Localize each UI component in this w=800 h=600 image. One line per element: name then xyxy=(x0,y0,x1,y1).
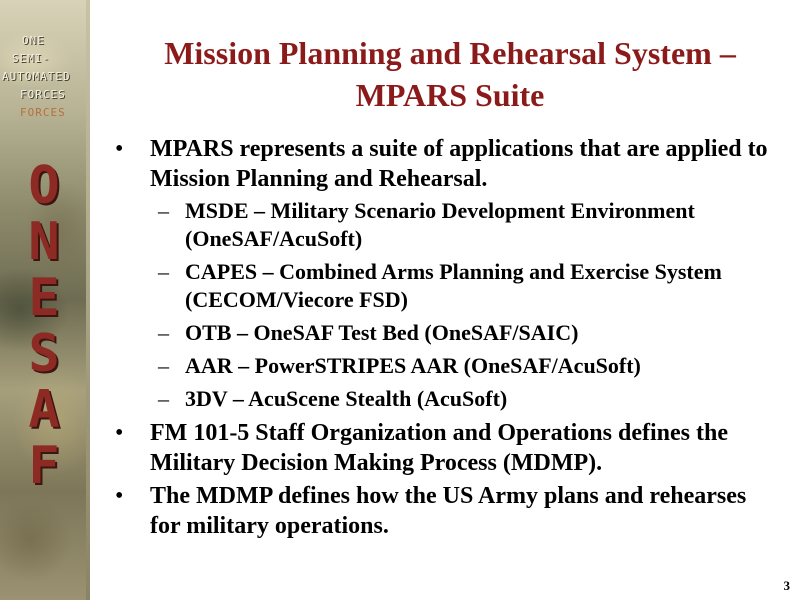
sub-bullet-item xyxy=(110,319,780,347)
sub-bullet-item xyxy=(110,258,780,314)
sub-bullet-item xyxy=(110,352,780,380)
sub-bullet-text: OTB – OneSAF Test Bed (OneSAF/SAIC) xyxy=(185,320,579,345)
bullet-item xyxy=(110,134,780,194)
sub-bullet-text: MSDE – Military Scenario Development Environment (OneSAF/AcuSoft) xyxy=(185,198,695,251)
slide-title xyxy=(100,32,800,116)
bullet-marker: • xyxy=(115,483,124,509)
banner-letter: F xyxy=(28,436,60,496)
banner-letter: E xyxy=(28,268,60,328)
bullet-item xyxy=(110,481,780,541)
sub-bullet-text: CAPES – Combined Arms Planning and Exercise System (CECOM/Viecore FSD) xyxy=(185,259,722,312)
bullet-text: The MDMP defines how the US Army plans and rehearses for military operations. xyxy=(150,483,747,539)
sub-bullet-item xyxy=(110,197,780,253)
bullet-list xyxy=(110,134,780,544)
dash-marker: – xyxy=(158,386,169,411)
onesaf-side-banner xyxy=(0,0,90,600)
banner-word: FORCES xyxy=(20,106,66,119)
banner-letter: S xyxy=(28,324,60,384)
sub-bullet-item xyxy=(110,385,780,413)
bullet-marker: • xyxy=(115,136,124,162)
banner-vertical-logo xyxy=(24,158,64,494)
page-number: 3 xyxy=(783,578,790,593)
bullet-item xyxy=(110,418,780,478)
bullet-text: FM 101-5 Staff Organization and Operations defines the Military Decision Making Process (MDMP). xyxy=(150,420,728,476)
slide-title-line-1: Mission Planning and Rehearsal System – xyxy=(164,35,736,71)
dash-marker: – xyxy=(158,353,169,378)
banner-letter: O xyxy=(28,156,60,216)
dash-marker: – xyxy=(158,198,169,223)
dash-marker: – xyxy=(158,320,169,345)
banner-letter: A xyxy=(28,380,60,440)
bullet-marker: • xyxy=(115,420,124,446)
banner-word: FORCES xyxy=(20,88,66,101)
banner-word: ONE xyxy=(22,34,45,47)
sub-bullet-text: AAR – PowerSTRIPES AAR (OneSAF/AcuSoft) xyxy=(185,353,641,378)
sub-bullet-text: 3DV – AcuScene Stealth (AcuSoft) xyxy=(185,386,508,411)
banner-word: AUTOMATED xyxy=(2,70,71,83)
dash-marker: – xyxy=(158,259,169,284)
banner-word: SEMI- xyxy=(12,52,51,65)
banner-letter: N xyxy=(28,212,60,272)
slide-title-line-2: MPARS Suite xyxy=(355,77,545,113)
banner-words xyxy=(0,32,90,122)
bullet-text: MPARS represents a suite of applications that are applied to Mission Planning and Rehearsal. xyxy=(150,136,768,192)
